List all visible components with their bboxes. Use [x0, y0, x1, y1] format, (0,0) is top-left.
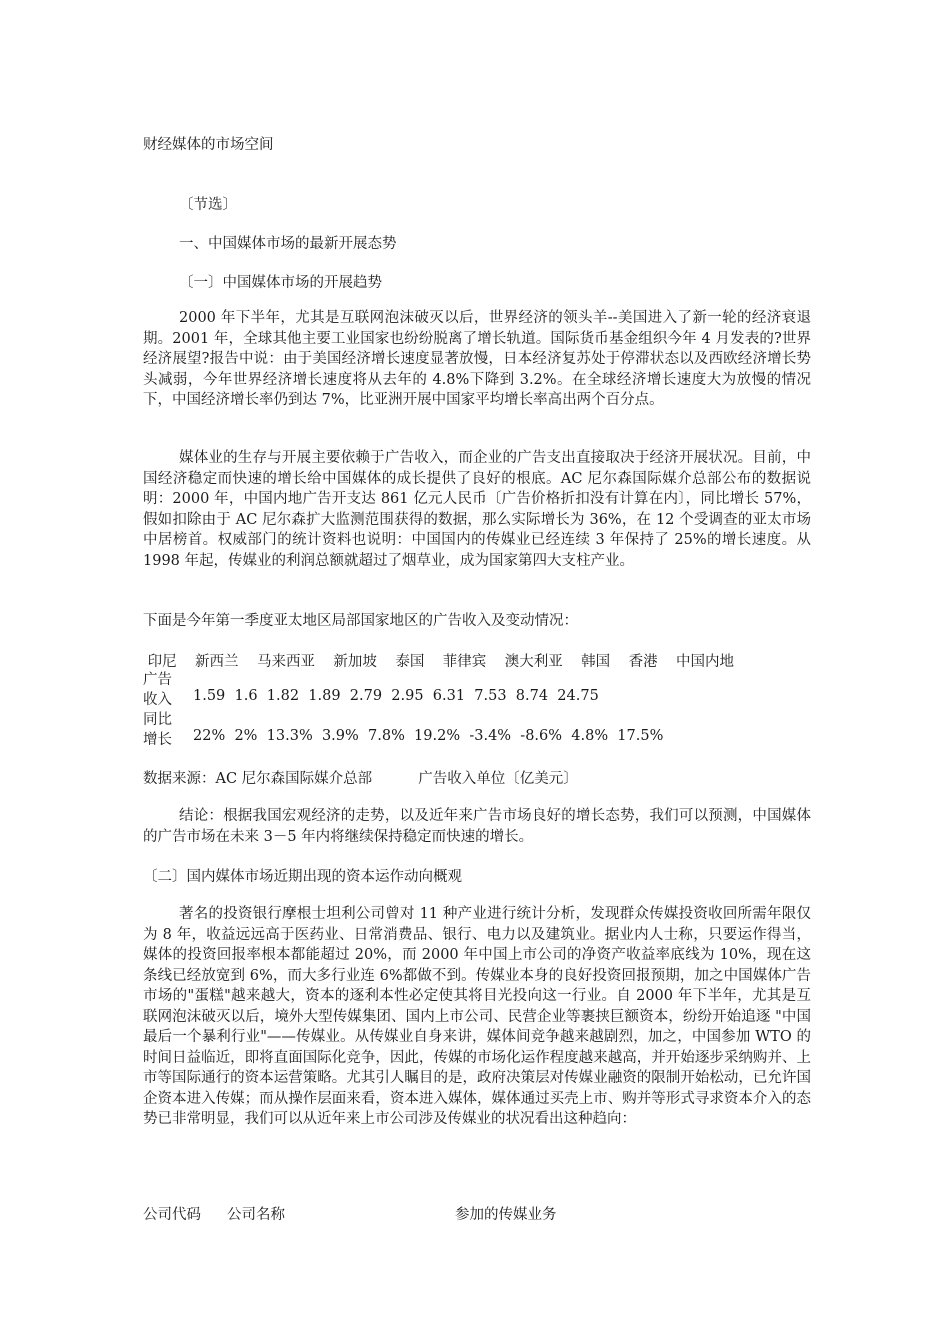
document-title: 财经媒体的市场空间 [143, 137, 274, 153]
data-source-line: 数据来源：AC 尼尔森国际媒介总部 广告收入单位〔亿美元〕 [143, 771, 578, 787]
table-header-countries: 印尼 新西兰 马来西亚 新加坡 泰国 菲律宾 澳大利亚 韩国 香港 中国内地 [143, 654, 735, 670]
row-values-revenue: 1.59 1.6 1.82 1.89 2.79 2.95 6.31 7.53 8.74 24.75 [193, 688, 599, 704]
row-label-growth-b: 增长 [143, 732, 172, 748]
paragraph-1: 2000 年下半年，尤其是互联网泡沫破灭以后，世界经济的领头羊--美国进入了新一轮的经济衰退期。2001 年，全球其他主要工业国家也纷纷脱离了增长轨道。国际货币基金组织今年 4 月发表的?世界经济展望?报告中说：由于美国经济增长速度显著放慢，日本经济复苏处于停滞状态以及西欧经济增长势头减弱，今年世界经济增长速度将从去年的 4.8%下降到 3.2%。在全球经济增长速度大为放慢的情况下，中国经济增长率仍到达 7%，比亚洲开展中国家平均增长率高出两个百分点。 [143, 310, 811, 408]
row-label-revenue-a: 广告 [143, 672, 172, 688]
subsection-heading-1: 〔一〕中国媒体市场的开展趋势 [179, 275, 382, 291]
section-heading-1: 一、中国媒体市场的最新开展态势 [179, 236, 397, 252]
row-label-growth-a: 同比 [143, 712, 172, 728]
subsection-heading-2: 〔二〕国内媒体市场近期出现的资本运作动向概观 [143, 869, 462, 885]
paragraph-2: 媒体业的生存与开展主要依赖于广告收入，而企业的广告支出直接取决于经济开展状况。目前，中国经济稳定而快速的增长给中国媒体的成长提供了良好的根底。AC 尼尔森国际媒介总部公布的数据说明：2000 年，中国内地广告开支达 861 亿元人民币〔广告价格折扣没有计算在内〕，同比增长 57%，假如扣除由于 AC 尼尔森扩大监测范围获得的数据，那么实际增长为 36%，在 12 个受调查的亚太市场中居榜首。权威部门的统计资料也说明：中国国内的传媒业已经连续 3 年保持了 25%的增长速度。从 1998 年起，传媒业的利润总额就超过了烟草业，成为国家第四大支柱产业。 [143, 450, 811, 569]
col-media-business: 参加的传媒业务 [455, 1207, 557, 1223]
col-company-code: 公司代码 [143, 1207, 201, 1223]
table-intro: 下面是今年第一季度亚太地区局部国家地区的广告收入及变动情况： [143, 613, 578, 629]
conclusion-paragraph: 结论：根据我国宏观经济的走势，以及近年来广告市场良好的增长态势，我们可以预测，中国媒体的广告市场在未来 3－5 年内将继续保持稳定而快速的增长。 [143, 808, 811, 845]
excerpt-note: 〔节选〕 [179, 197, 237, 213]
row-label-revenue-b: 收入 [143, 692, 172, 708]
col-company-name: 公司名称 [227, 1207, 285, 1223]
row-values-growth: 22% 2% 13.3% 3.9% 7.8% 19.2% -3.4% -8.6% 4.8% 17.5% [193, 728, 664, 744]
paragraph-3: 著名的投资银行摩根士坦利公司曾对 11 种产业进行统计分析，发现群众传媒投资收回所需年限仅为 8 年，收益远远高于医药业、日常消费品、银行、电力以及建筑业。据业内人士称，只要运作得当，媒体的投资回报率根本都能超过 20%，而 2000 年中国上市公司的净资产收益率底线为 10%，现在这条线已经放宽到 6%，而大多行业连 6%都做不到。传媒业本身的良好投资回报预期，加之中国媒体广告市场的"蛋糕"越来越大，资本的逐利本性必定使其将目光投向这一行业。自 2000 年下半年，尤其是互联网泡沫破灭以后，境外大型传媒集团、国内上市公司、民营企业等裹挟巨额资本，纷纷开始追逐 "中国最后一个暴利行业"——传媒业。从传媒业自身来讲，媒体间竞争越来越剧烈，加之，中国参加 WTO 的时间日益临近，即将直面国际化竞争，因此，传媒的市场化运作程度越来越高，并开始逐步采纳购并、上市等国际通行的资本运营策略。尤其引人瞩目的是，政府决策层对传媒业融资的限制开始松动，已允许国企资本进入传媒；而从操作层面来看，资本进入媒体，媒体通过买壳上市、购并等形式寻求资本介入的态势已非常明显，我们可以从近年来上市公司涉及传媒业的状况看出这种趋向： [143, 906, 811, 1127]
